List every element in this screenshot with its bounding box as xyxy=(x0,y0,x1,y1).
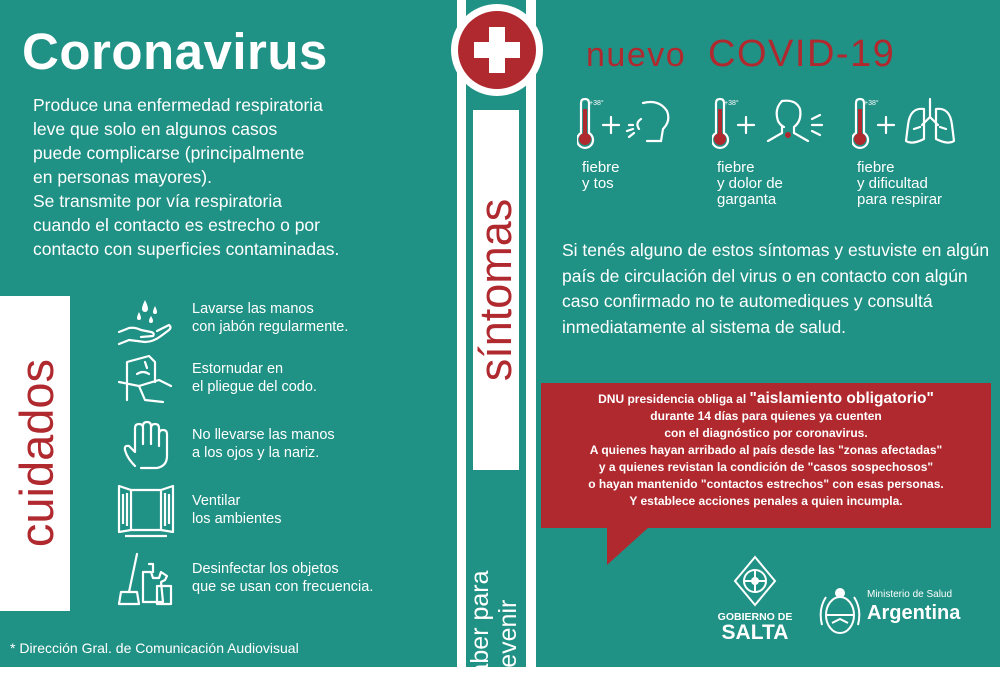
intro-line: contacto con superficies contaminadas. xyxy=(33,239,340,259)
footnote: * Dirección Gral. de Comunicación Audiovisual xyxy=(10,640,299,656)
dnu-line: A quienes hayan arribado al país desde las "zonas afectadas" xyxy=(589,443,943,457)
care-item-ventilate xyxy=(115,484,445,544)
tagline-line1: saber para xyxy=(466,570,494,690)
dnu-line: y a quienes revistan la condición de "casos sospechosos" xyxy=(598,460,934,474)
sintomas-label: síntomas xyxy=(470,198,521,382)
care-text: No llevarse las manos a los ojos y la nariz. xyxy=(192,427,335,461)
care-text: Lavarse las manos con jabón regularmente. xyxy=(192,301,349,335)
symptom-fever-breathing xyxy=(852,95,992,215)
temp-label xyxy=(589,97,609,107)
dnu-line1-pre: DNU presidencia obliga al xyxy=(598,392,750,406)
temp-text: +38° xyxy=(864,100,879,107)
care-text: Ventilar los ambientes xyxy=(192,493,282,527)
logo-gobierno-salta xyxy=(700,555,810,650)
symptom-fever-throat xyxy=(712,95,852,215)
covid-title-word2: COVID-19 xyxy=(708,33,896,75)
cross-badge xyxy=(458,11,536,89)
covid-title-word1: nuevo xyxy=(586,36,687,74)
dnu-speech-tail xyxy=(607,527,649,565)
tagline-line2: prevenir xyxy=(494,599,522,690)
care-text: Desinfectar los objetos que se usan con frecuencia. xyxy=(192,561,374,595)
main-title: Coronavirus xyxy=(22,23,328,80)
care-item-no-touch xyxy=(115,418,445,478)
covid-title xyxy=(586,33,895,76)
care-item-wash-hands xyxy=(115,292,445,352)
symptom-label: fiebre y tos xyxy=(582,159,620,192)
advice-text: Si tenés alguno de estos síntomas y estuviste en algún país de circulación del virus o en contacto con algún caso confirmado no te automediques y consultá inmediatamente al sistema de salud. xyxy=(562,240,990,337)
intro-line: leve que solo en algunos casos xyxy=(33,119,278,139)
intro-line: Produce una enfermedad respiratoria xyxy=(33,95,323,115)
care-text: Estornudar en el pliegue del codo. xyxy=(192,361,317,395)
symptom-label: fiebre y dolor de garganta xyxy=(717,159,783,208)
cleaning-supplies-icon xyxy=(115,552,177,608)
temp-text: +38° xyxy=(589,100,604,107)
hand-washing-icon xyxy=(115,292,177,348)
cuidados-label: cuidados xyxy=(10,358,63,548)
intro-line: cuando el contacto es estrecho o por xyxy=(33,215,320,235)
dnu-line1-em: "aislamiento obligatorio" xyxy=(749,390,934,407)
raised-hand-icon xyxy=(115,418,177,474)
temp-text: +38° xyxy=(724,100,739,107)
intro-line: puede complicarse (principalmente xyxy=(33,143,305,163)
temp-label xyxy=(864,97,884,107)
intro-text xyxy=(33,93,428,261)
symptom-label: fiebre y dificultad para respirar xyxy=(857,159,943,208)
care-item-sneeze xyxy=(115,352,445,412)
dnu-line: o hayan mantenido "contactos estrechos" con esas personas. xyxy=(588,477,944,491)
dnu-box xyxy=(541,383,991,528)
logo-ministerio-salud xyxy=(818,585,993,645)
intro-line: Se transmite por vía respiratoria xyxy=(33,191,282,211)
arg-logo-sub: Ministerio de Salud xyxy=(867,589,953,600)
window-icon xyxy=(115,484,177,540)
sneeze-elbow-icon xyxy=(115,352,177,408)
intro-line: en personas mayores). xyxy=(33,167,212,187)
argentina-shield-icon xyxy=(818,585,862,641)
care-item-disinfect xyxy=(115,552,445,612)
dnu-line: Y establece acciones penales a quien incumpla. xyxy=(629,494,903,508)
salta-logo-main: SALTA xyxy=(721,621,789,644)
salta-logo-sub: GOBIERNO DE xyxy=(717,611,793,623)
arg-logo-main: Argentina xyxy=(867,602,961,624)
salta-emblem-icon xyxy=(731,555,779,607)
tagline xyxy=(466,490,526,690)
dnu-line: con el diagnóstico por coronavirus. xyxy=(664,426,868,440)
plus-icon xyxy=(458,11,536,89)
dnu-line1 xyxy=(541,390,991,408)
symptom-fever-cough xyxy=(577,95,717,215)
dnu-line: durante 14 días para quienes ya cuenten xyxy=(650,409,882,423)
temp-label xyxy=(724,97,744,107)
